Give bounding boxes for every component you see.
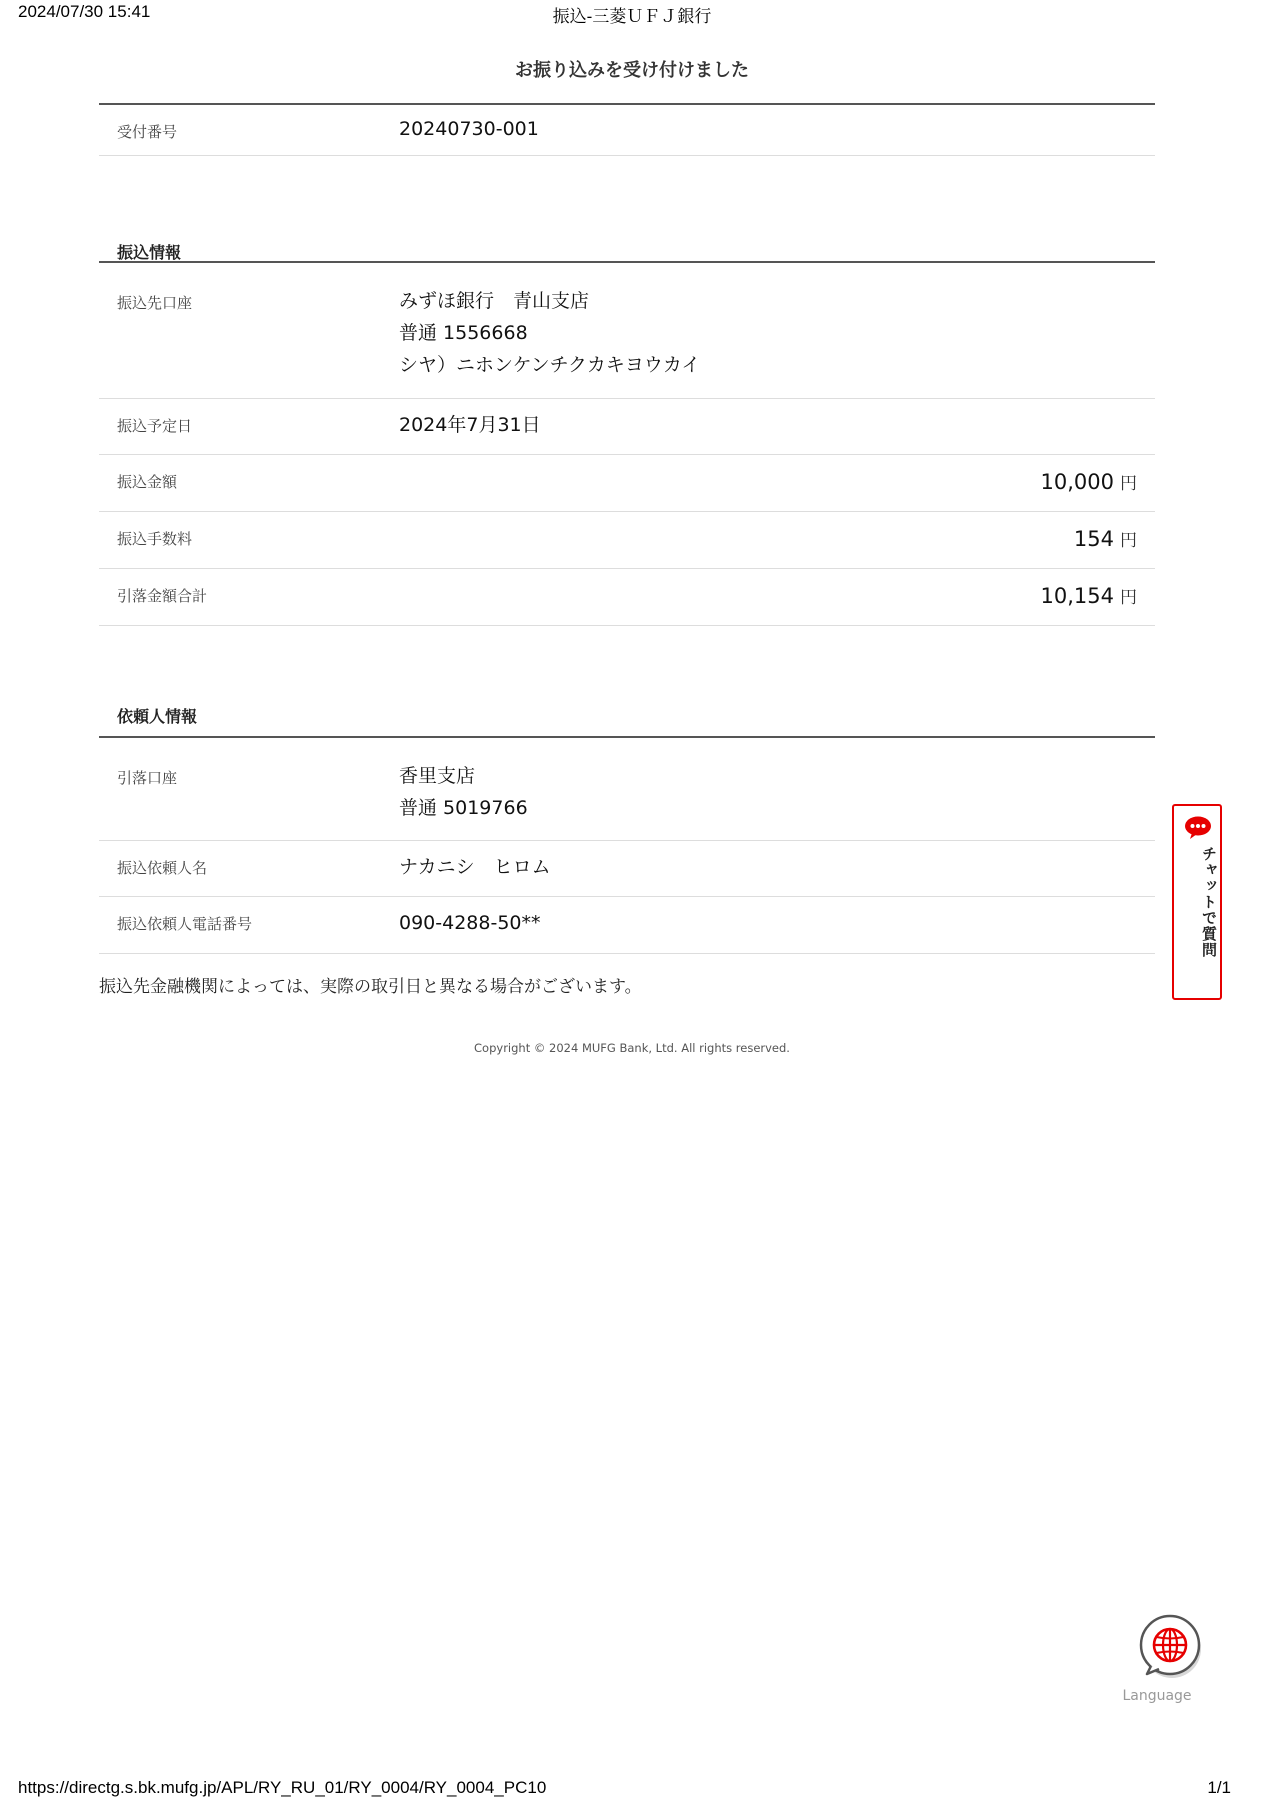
- destination-value: [399, 285, 700, 381]
- fee-value: [1074, 526, 1137, 551]
- chat-bubble-icon: [1184, 816, 1212, 838]
- debit-branch: 香里支店: [399, 765, 476, 787]
- requester-phone-row: [99, 897, 1155, 954]
- destination-row: [99, 263, 1155, 399]
- scheduled-date-label: 振込予定日: [117, 417, 193, 435]
- destination-label: 振込先口座: [117, 294, 193, 312]
- total-number: 10,154: [1040, 584, 1114, 608]
- requester-phone-label: 振込依頼人電話番号: [117, 915, 253, 933]
- amount-value: [1041, 469, 1137, 494]
- requester-phone-value: 090-4288-50**: [399, 912, 541, 934]
- amount-row: [99, 455, 1155, 512]
- requester-info-header: [99, 692, 1155, 736]
- requester-name-value: ナカニシ ヒロム: [399, 856, 551, 878]
- print-title: 振込-三菱ＵＦＪ銀行: [552, 7, 712, 26]
- receipt-label: 受付番号: [117, 123, 178, 141]
- print-datetime: 2024/07/30 15:41: [18, 2, 151, 21]
- scheduled-date-value: 2024年7月31日: [399, 414, 541, 436]
- requester-info-section: [99, 692, 1155, 954]
- receipt-row: [99, 105, 1155, 156]
- copyright: Copyright © 2024 MUFG Bank, Ltd. All rights reserved.: [474, 1041, 790, 1055]
- language-button[interactable]: [1137, 1612, 1203, 1680]
- debit-account-row: [99, 738, 1155, 841]
- requester-info-title: 依頼人情報: [117, 707, 198, 726]
- amount-unit: 円: [1120, 474, 1137, 494]
- page-title: お振り込みを受け付けました: [515, 60, 749, 81]
- destination-account-number: 普通 1556668: [399, 322, 528, 344]
- requester-name-row: [99, 841, 1155, 897]
- fee-label: 振込手数料: [117, 530, 193, 548]
- fee-unit: 円: [1120, 531, 1137, 551]
- destination-bank-branch: みずほ銀行 青山支店: [399, 290, 590, 312]
- destination-account-name: シヤ）ニホンケンチクカキヨウカイ: [399, 354, 701, 376]
- notice-text: 振込先金融機関によっては、実際の取引日と異なる場合がございます。: [99, 977, 642, 997]
- chat-tab-label: チャットで質問: [1200, 846, 1218, 958]
- print-url: https://directg.s.bk.mufg.jp/APL/RY_RU_01/RY_0004/RY_0004_PC10: [18, 1778, 547, 1797]
- receipt-section: [99, 103, 1155, 156]
- print-footer: [0, 1778, 1264, 1800]
- transfer-info-header: [99, 230, 1155, 260]
- transfer-info-title: 振込情報: [117, 243, 182, 262]
- fee-row: [99, 512, 1155, 569]
- chat-question-tab[interactable]: [1172, 804, 1222, 1000]
- print-page-number: 1/1: [1207, 1778, 1231, 1797]
- transfer-info-section: [99, 230, 1155, 626]
- total-row: [99, 569, 1155, 626]
- amount-label: 振込金額: [117, 473, 178, 491]
- debit-account-number: 普通 5019766: [399, 797, 528, 819]
- total-unit: 円: [1120, 588, 1137, 608]
- total-value: [1041, 583, 1137, 608]
- receipt-value: 20240730-001: [399, 118, 539, 140]
- total-label: 引落金額合計: [117, 587, 208, 605]
- fee-number: 154: [1073, 527, 1114, 551]
- globe-icon: [1137, 1612, 1203, 1680]
- debit-account-value: [399, 760, 528, 824]
- scheduled-date-row: [99, 399, 1155, 455]
- amount-number: 10,000: [1040, 470, 1114, 494]
- print-header: [0, 2, 1264, 24]
- language-label[interactable]: Language: [1122, 1688, 1192, 1704]
- debit-account-label: 引落口座: [117, 769, 178, 787]
- requester-name-label: 振込依頼人名: [117, 859, 208, 877]
